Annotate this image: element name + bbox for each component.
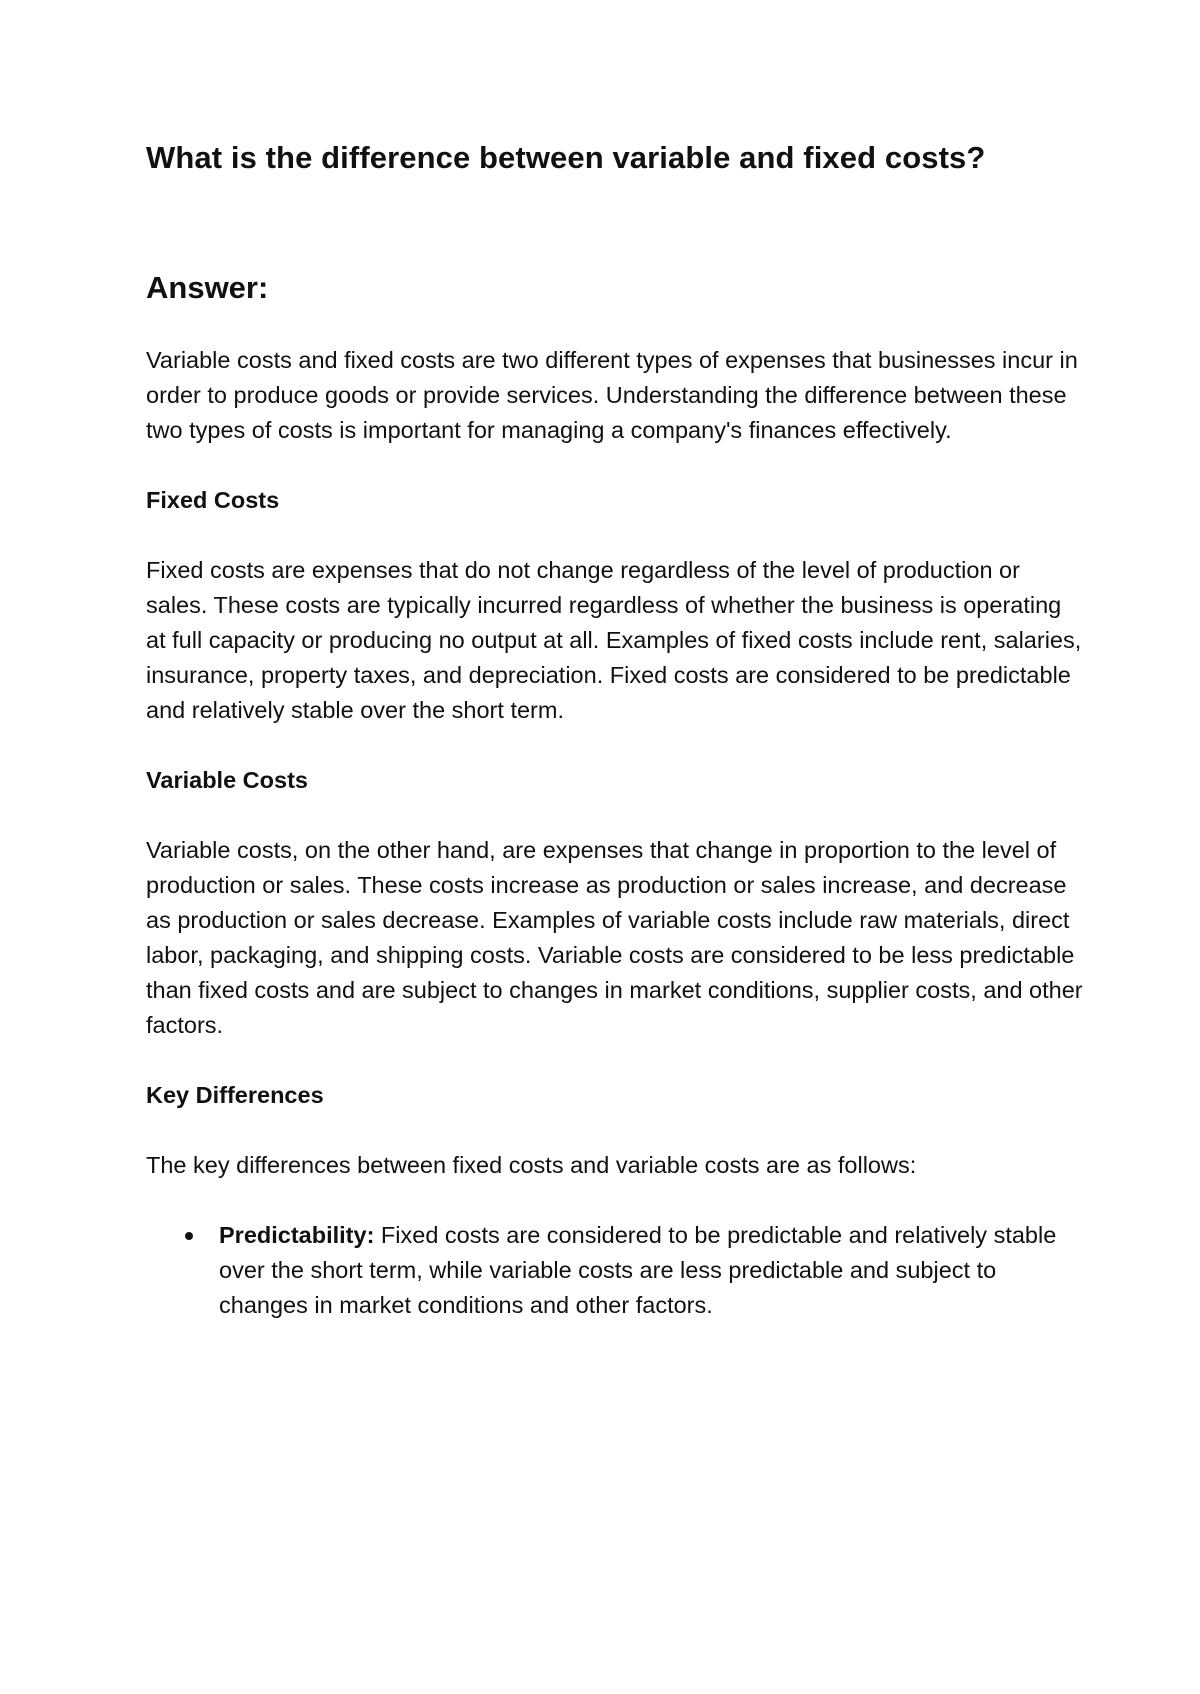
key-differences-paragraph: The key differences between fixed costs and variable costs are as follows:	[146, 1152, 917, 1178]
variable-costs-heading: Variable Costs	[146, 767, 308, 793]
variable-costs-paragraph: Variable costs, on the other hand, are expenses that change in proportion to the level of production or sales. These costs increase as production or sales increase, and decrease as production or sales decrease. Examples of variable costs include raw materials, direct labor, packaging, and shipping costs. Variable costs are considered to be less predictable than fixed costs and are subject to changes in market conditions, supplier costs, and other factors.	[146, 837, 1083, 1038]
document-content	[146, 138, 1086, 1323]
differences-list	[146, 1218, 1086, 1323]
fixed-costs-paragraph: Fixed costs are expenses that do not change regardless of the level of production or sales. These costs are typically incurred regardless of whether the business is operating at full capacity or producing no output at all. Examples of fixed costs include rent, salaries, insurance, property taxes, and depreciation. Fixed costs are considered to be predictable and relatively stable over the short term.	[146, 557, 1082, 723]
intro-paragraph: Variable costs and fixed costs are two different types of expenses that businesses incur in order to produce goods or provide services. Understanding the difference between these two types of costs is important for managing a company's finances effectively.	[146, 347, 1078, 443]
list-item-text: Fixed costs are considered to be predictable and relatively stable over the short term, while variable costs are less predictable and subject to changes in market conditions and other factors.	[219, 1222, 1057, 1318]
bullet-icon	[185, 1232, 193, 1240]
list-item	[146, 1218, 1086, 1323]
answer-heading: Answer:	[146, 270, 269, 305]
key-differences-heading: Key Differences	[146, 1082, 324, 1108]
fixed-costs-heading: Fixed Costs	[146, 487, 280, 513]
page-title: What is the difference between variable and fixed costs?	[146, 140, 986, 175]
list-item-term: Predictability:	[219, 1222, 375, 1248]
